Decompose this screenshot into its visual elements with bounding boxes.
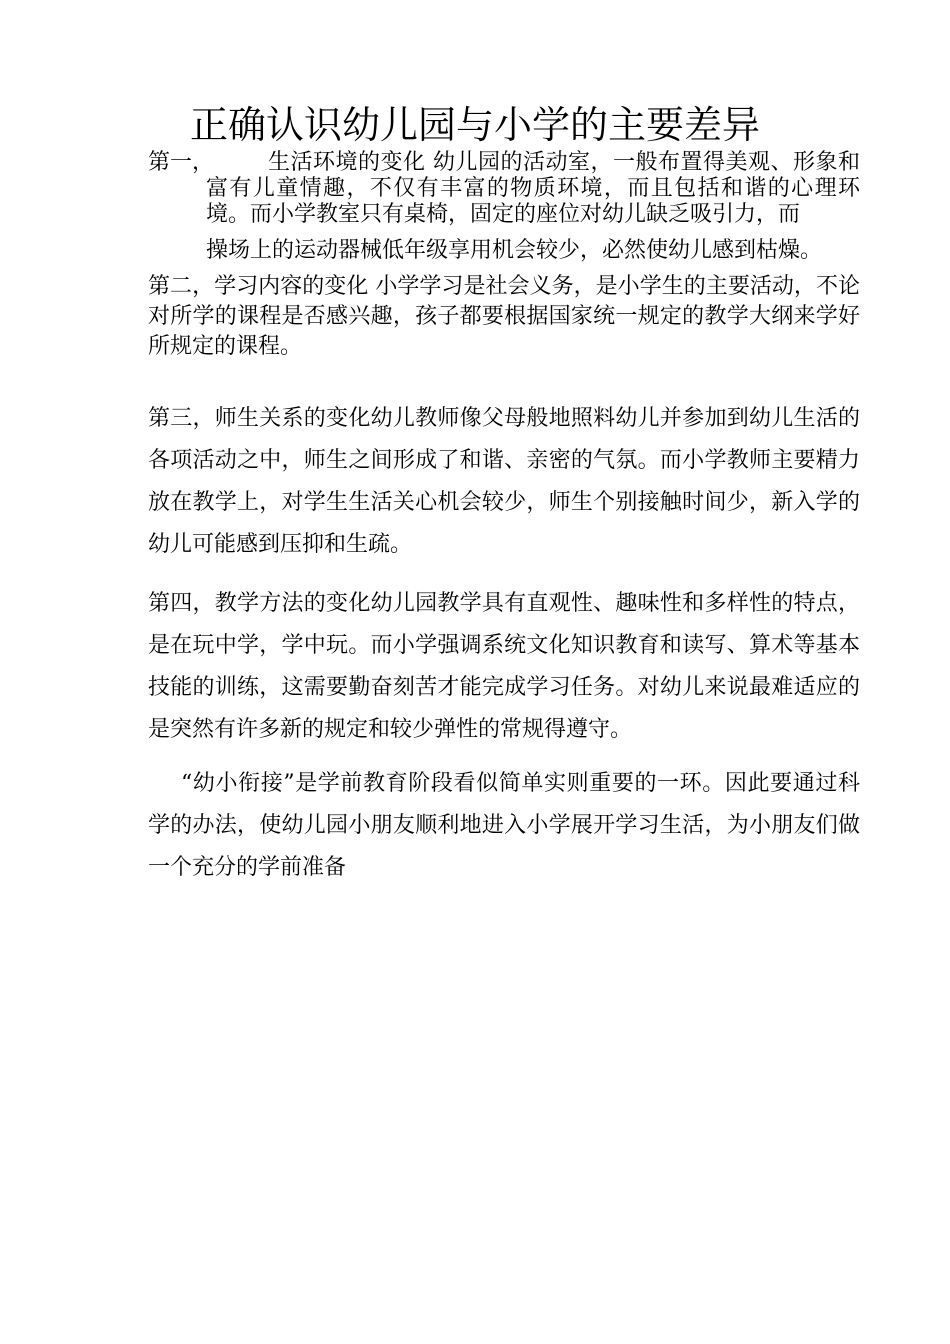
paragraph-teacher-student-relation: 第三，师生关系的变化幼儿教师像父母般地照料幼儿并参加到幼儿生活的各项活动之中，师生之间形成了和谐、亲密的气氛。而小学教师主要精力放在教学上，对学生生活关心机会较少，师生个别接触时间少，新入学的幼儿可能感到压抑和生疏。 (148, 406, 860, 557)
paragraph-teaching-method: 第四，教学方法的变化幼儿园教学具有直观性、趣味性和多样性的特点，是在玩中学，学中玩。而小学强调系统文化知识教育和读写、算术等基本技能的训练，这需要勤奋刻苦才能完成学习任务。对幼儿来说最难适应的是突然有许多新的规定和较少弹性的常规得遵守。 (148, 591, 860, 742)
paragraph-living-environment (148, 150, 860, 264)
paragraph-learning-content: 第二，学习内容的变化 小学学习是社会义务，是小学生的主要活动，不论对所学的课程是否感兴趣，孩子都要根据国家统一规定的教学大纲来学好所规定的课程。 (148, 274, 860, 359)
paragraph-last-line: 操场上的运动器械低年级享用机会较少，必然使幼儿感到枯燥。 (206, 238, 823, 263)
paragraph-conclusion: “幼小衔接”是学前教育阶段看似简单实则重要的一环。因此要通过科学的办法，使幼儿园小朋友顺利地进入小学展开学习生活，为小朋友们做一个充分的学前准备 (148, 771, 860, 880)
document-title: 正确认识幼儿园与小学的主要差异 (189, 103, 760, 147)
paragraph-label: 第一， (148, 150, 215, 175)
paragraph-body (206, 150, 860, 264)
paragraph-text: 生活环境的变化 幼儿园的活动室，一般布置得美观、形象和富有儿童情趣，不仅有丰富的物质环境，而且包括和谐的心理环境。而小学教室只有桌椅，固定的座位对幼儿缺乏吸引力，而 (206, 150, 860, 227)
